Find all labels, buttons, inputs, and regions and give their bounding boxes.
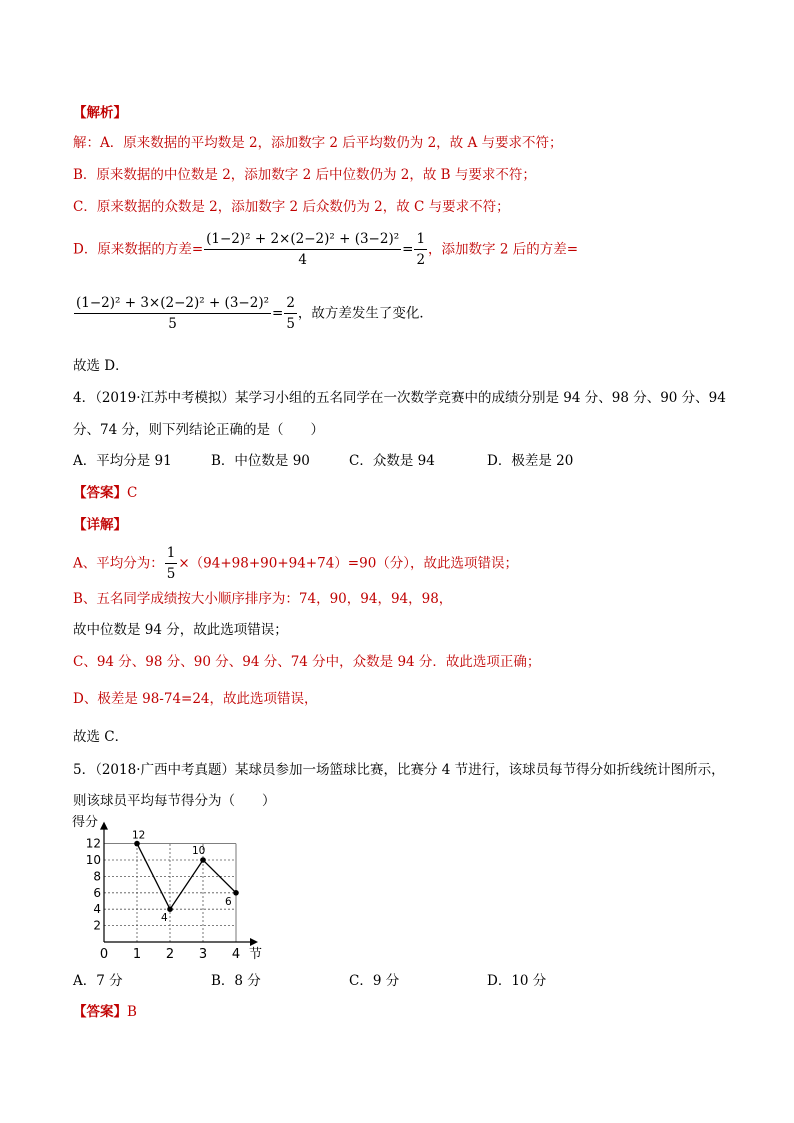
q4-conclusion: 故选 C． xyxy=(73,729,129,745)
variance-fraction-1-numerator: (1−2)² + 2×(2−2)² + (3−2)² xyxy=(204,232,401,250)
q4-detail-a-suffix: ×（94+98+90+94+74）=90（分），故此选项错误； xyxy=(178,555,519,572)
analysis-line-variance2 xyxy=(73,296,433,332)
line-d-suffix: ，添加数字 2 后的方差= xyxy=(428,241,579,258)
data-label-3: 10 xyxy=(192,845,206,857)
line-d-prefix: D．原来数据的方差= xyxy=(73,241,204,258)
q4-detail-line-d: D、极差是 98-74=24，故此选项错误， xyxy=(73,691,318,707)
analysis-line-c: C．原来数据的众数是 2，添加数字 2 后众数仍为 2，故 C 与要求不符； xyxy=(73,199,510,215)
q4-detail-a-prefix: A、平均分为： xyxy=(73,555,164,572)
x-tick-label-0: 0 xyxy=(99,947,109,962)
two-fifths-numerator: 2 xyxy=(284,296,297,314)
q5-answer xyxy=(73,1003,137,1021)
y-tick-label-2: 2 xyxy=(93,918,101,933)
chart-grid xyxy=(104,844,236,942)
analysis-line-d xyxy=(73,232,578,268)
q5-option-a: A．7 分 xyxy=(73,973,123,989)
q5-option-d: D．10 分 xyxy=(487,973,547,989)
q4-detail-line-b2: 故中位数是 94 分，故此选项错误； xyxy=(73,622,288,638)
data-label-1: 12 xyxy=(132,829,146,842)
data-label-2: 4 xyxy=(161,912,168,925)
q4-options xyxy=(73,452,573,470)
equals-sign-2: = xyxy=(272,305,284,322)
q4-detail-line-b: B、五名同学成绩按大小顺序排序为：74，90，94，94，98， xyxy=(73,591,453,607)
chart-axes xyxy=(100,822,258,946)
q4-option-c: C．众数是 94 xyxy=(349,453,435,469)
half-numerator: 1 xyxy=(414,232,427,250)
two-fifths-denominator: 5 xyxy=(286,316,295,332)
analysis-conclusion: 故选 D． xyxy=(73,358,129,374)
analysis-line-b: B．原来数据的中位数是 2，添加数字 2 后中位数仍为 2，故 B 与要求不符； xyxy=(73,167,536,183)
q5-answer-tag: 【答案】 xyxy=(73,1004,127,1020)
y-tick-label-6: 6 xyxy=(93,885,101,900)
data-point-4 xyxy=(233,890,239,896)
variance-conclusion-text: ，故方差发生了变化． xyxy=(297,305,433,322)
y-axis-label: 得分 xyxy=(72,815,99,830)
q5-answer-value: B xyxy=(127,1004,137,1020)
q5-option-b: B．8 分 xyxy=(211,973,261,989)
data-label-4: 6 xyxy=(225,895,232,908)
data-point-1 xyxy=(134,841,140,847)
q4-answer xyxy=(73,484,137,502)
half-fraction xyxy=(414,232,427,268)
x-axis-label: 节 xyxy=(249,947,263,962)
q4-detail-line-c: C、94 分、98 分、90 分、94 分、74 分中，众数是 94 分．故此选项正确； xyxy=(73,654,541,670)
y-tick-label-12: 12 xyxy=(85,836,101,851)
one-fifth-denominator: 5 xyxy=(166,566,176,582)
y-tick-label-10: 10 xyxy=(85,853,101,867)
data-point-2 xyxy=(167,906,173,912)
q4-stem-line2: 分、74 分，则下列结论正确的是（ ） xyxy=(73,422,324,438)
q4-option-b: B．中位数是 90 xyxy=(211,453,310,469)
y-tick-label-4: 4 xyxy=(93,902,101,917)
x-axis-arrow xyxy=(250,938,258,946)
line-chart xyxy=(68,812,278,962)
y-axis-arrow xyxy=(100,822,108,830)
half-denominator: 2 xyxy=(416,252,426,268)
q5-option-c: C．9 分 xyxy=(349,973,400,989)
chart-labels xyxy=(72,815,262,962)
variance-fraction-2 xyxy=(74,296,271,332)
one-fifth-fraction xyxy=(165,546,178,582)
x-tick-label-4: 4 xyxy=(231,947,241,962)
q4-detail-tag: 【详解】 xyxy=(73,517,127,533)
analysis-tag: 【解析】 xyxy=(73,105,127,121)
analysis-line-a: 解：A．原来数据的平均数是 2，添加数字 2 后平均数仍为 2，故 A 与要求不符； xyxy=(73,135,563,151)
q4-detail-line-a xyxy=(73,546,518,582)
q5-stem-line2: 则该球员平均每节得分为（ ） xyxy=(73,793,276,809)
x-tick-label-1: 1 xyxy=(132,947,142,962)
q4-option-a: A．平均分是 91 xyxy=(73,453,172,469)
q4-answer-value: C xyxy=(127,485,138,501)
one-fifth-numerator: 1 xyxy=(165,546,178,564)
x-tick-label-3: 3 xyxy=(198,947,208,962)
equals-sign-1: = xyxy=(402,241,414,258)
y-tick-label-8: 8 xyxy=(93,869,101,884)
variance-fraction-1-denominator: 4 xyxy=(298,252,307,268)
two-fifths-fraction xyxy=(284,296,297,332)
q4-option-d: D．极差是 20 xyxy=(487,453,574,469)
variance-fraction-2-numerator: (1−2)² + 3×(2−2)² + (3−2)² xyxy=(74,296,271,314)
q4-answer-tag: 【答案】 xyxy=(73,485,127,501)
q4-stem-line1: 4．（2019·江苏中考模拟）某学习小组的五名同学在一次数学竞赛中的成绩分别是 94 分、98 分、90 分、94 xyxy=(73,390,726,406)
q5-options xyxy=(73,972,546,990)
x-tick-label-2: 2 xyxy=(165,947,175,962)
data-point-3 xyxy=(200,857,206,863)
q5-stem-line1: 5．（2018·广西中考真题）某球员参加一场篮球比赛，比赛分 4 节进行，该球员每节得分如折线统计图所示， xyxy=(73,762,725,778)
variance-fraction-1 xyxy=(204,232,401,268)
variance-fraction-2-denominator: 5 xyxy=(168,316,177,332)
